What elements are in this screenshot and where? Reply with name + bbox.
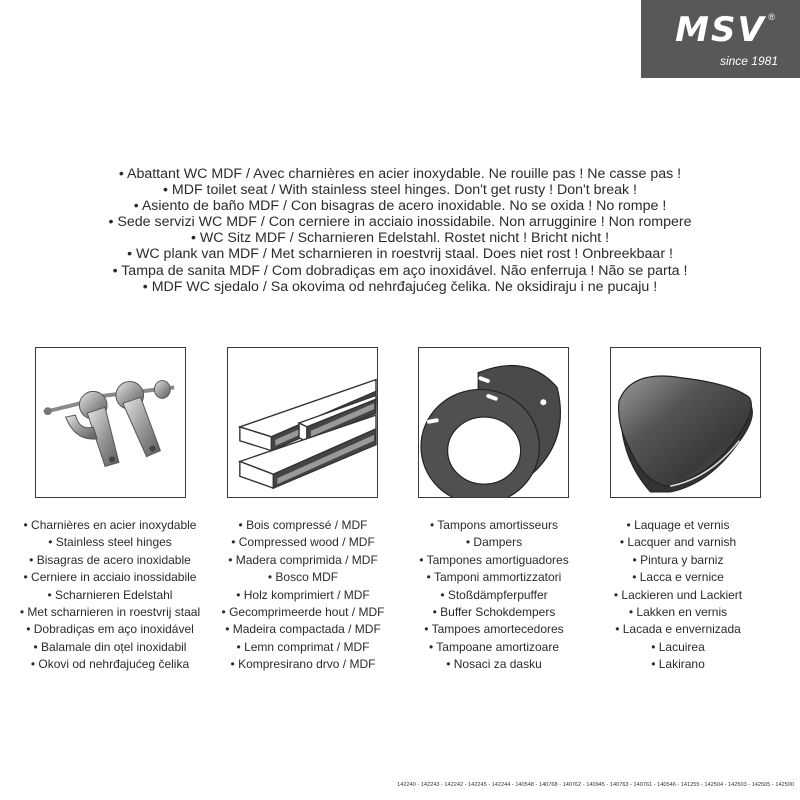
feature-line: • Scharnieren Edelstahl [47, 587, 173, 602]
feature-line: • Dampers [465, 535, 523, 550]
feature-hinges [10, 517, 210, 674]
feature-line: • Holz komprimiert / MDF [236, 587, 370, 602]
feature-line: • Bosco MDF [267, 570, 339, 585]
feature-line: • Balamale din oțel inoxidabil [33, 639, 187, 654]
intro-line-it: • Sede servizi WC MDF / Con cerniere in acciaio inossidabile. Non arrugginire ! Non rompere [108, 214, 692, 231]
intro-line-hr: • MDF WC sjedalo / Sa okovima od nehrđajućeg čelika. Ne oksidiraju i ne pucaju ! [142, 278, 658, 295]
feature-line: • Stoßdämpferpuffer [440, 587, 548, 602]
feature-line: • Tampoane amortizoare [428, 639, 560, 654]
intro-line-de: • WC Sitz MDF / Scharnieren Edelstahl. Rostet nicht ! Bricht nicht ! [190, 230, 610, 247]
feature-line: • Met scharnieren in roestvrij staal [19, 605, 201, 620]
feature-line: • Compressed wood / MDF [231, 535, 375, 550]
feature-line: • Madera comprimida / MDF [228, 552, 378, 567]
intro-line-fr: • Abattant WC MDF / Avec charnières en acier inoxydable. Ne rouille pas ! Ne casse pas ! [118, 166, 682, 182]
feature-line: • Lacada e envernizada [615, 622, 741, 637]
feature-line: • Tampoes amortecedores [424, 622, 564, 637]
feature-line: • Laquage et vernis [626, 518, 730, 532]
feature-line: • Okovi od nehrđajućeg čelika [30, 657, 190, 672]
feature-line: • Dobradiças em aço inoxidável [26, 622, 194, 637]
feature-mdf [203, 517, 403, 674]
logo-since: since 1981 [719, 54, 778, 68]
product-codes: 142240 - 142243 - 142242 - 142245 - 142244 - 140548 - 140768 - 140762 - 140945 - 140763 - 140761 - 140546 - 141255 - 142504 - 142503 - 142505 - 142500 [397, 782, 794, 788]
intro-line-nl: • WC plank van MDF / Met scharnieren in roestvrij staal. Does niet rost ! Onbreekbaar ! [127, 246, 673, 263]
brand-logo [641, 0, 800, 78]
feature-line: • Madeira compactada / MDF [225, 622, 381, 637]
feature-lacquer [578, 517, 778, 674]
feature-line: • Tamponi ammortizzatori [426, 570, 562, 585]
feature-line: • Tampones amortiguadores [419, 552, 569, 567]
seat-dampers-illustration [419, 348, 568, 497]
stainless-hinges-illustration [36, 348, 185, 497]
hinges-image [35, 347, 186, 498]
product-description [0, 166, 800, 295]
intro-line-en: • MDF toilet seat / With stainless steel hinges. Don't get rusty ! Don't break ! [162, 182, 638, 199]
feature-line: • Cerniere in acciaio inossidabile [23, 570, 197, 585]
feature-line: • Bisagras de acero inoxidable [29, 552, 191, 567]
lacquer-image [610, 347, 761, 498]
feature-line: • Lemn comprimat / MDF [236, 639, 370, 654]
feature-line: • Tampons amortisseurs [429, 518, 559, 532]
feature-line: • Gecomprimeerde hout / MDF [221, 605, 385, 620]
dampers-image [418, 347, 569, 498]
feature-line: • Stainless steel hinges [48, 535, 172, 550]
feature-dampers [394, 517, 594, 674]
feature-line: • Lacquer and varnish [619, 535, 737, 550]
feature-line: • Buffer Schokdempers [432, 605, 556, 620]
registered-mark: ® [768, 12, 775, 22]
feature-line: • Lacuirea [651, 639, 705, 654]
mdf-image [227, 347, 378, 498]
feature-line: • Kompresirano drvo / MDF [230, 657, 376, 672]
feature-line: • Lackieren und Lackiert [613, 587, 743, 602]
feature-line: • Nosaci za dasku [446, 657, 542, 672]
feature-line: • Lacca e vernice [632, 570, 724, 585]
feature-line: • Lakirano [651, 657, 705, 672]
intro-line-es: • Asiento de baño MDF / Con bisagras de acero inoxidable. No se oxida ! No rompe ! [133, 198, 667, 215]
lacquered-lid-illustration [611, 348, 760, 497]
logo-wordmark: MSV [675, 10, 766, 50]
intro-line-pt: • Tampa de sanita MDF / Com dobradiças em aço inoxidável. Não enferruja ! Não se parta ! [112, 262, 688, 279]
feature-line: • Charnières en acier inoxydable [23, 518, 197, 532]
feature-line: • Bois compressé / MDF [238, 518, 368, 532]
feature-line: • Lakken en vernis [628, 605, 728, 620]
compressed-wood-illustration [228, 348, 377, 497]
feature-line: • Pintura y barniz [632, 552, 724, 567]
